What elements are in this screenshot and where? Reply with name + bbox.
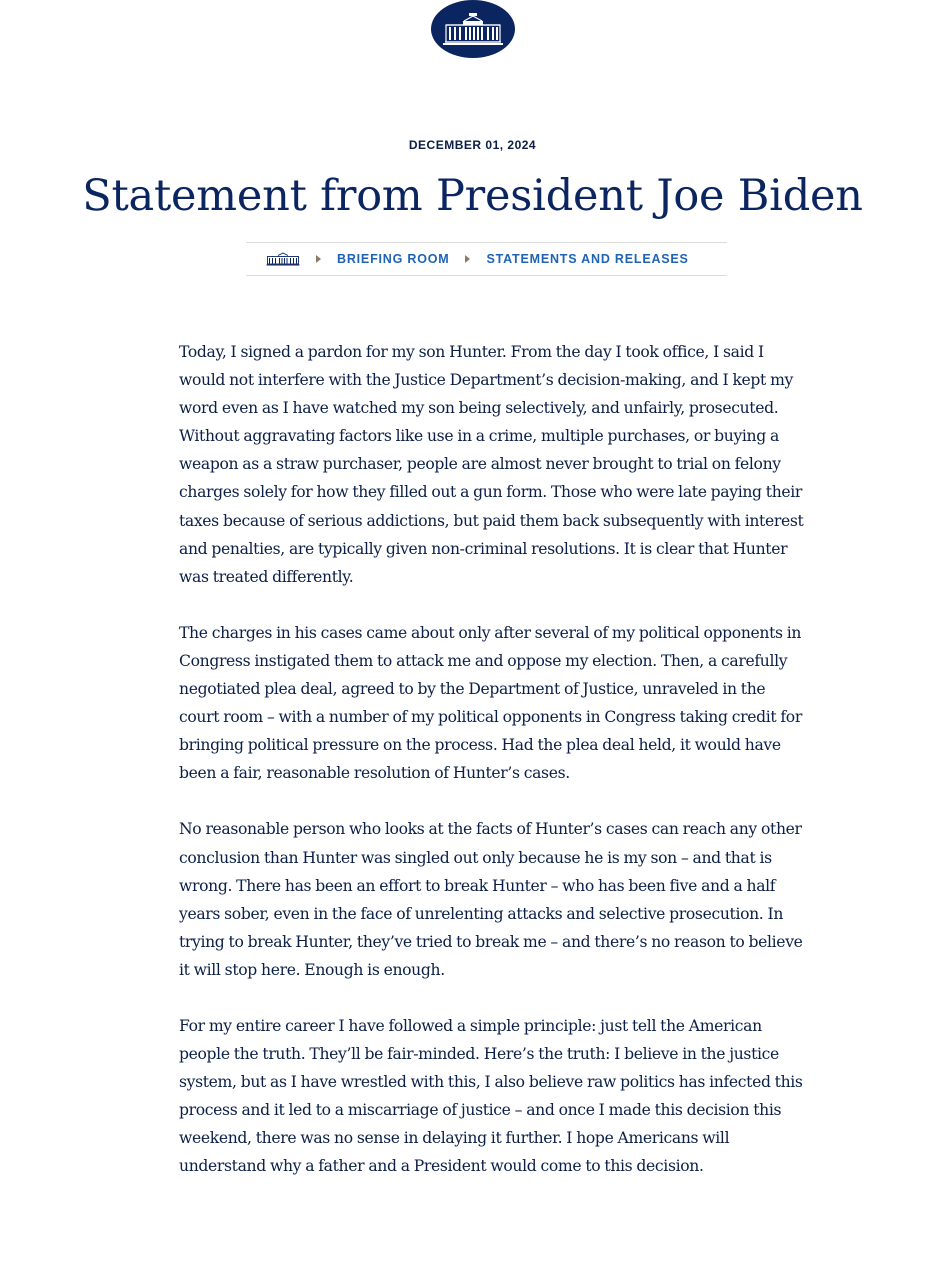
breadcrumb [246, 242, 727, 276]
white-house-logo-link[interactable] [431, 0, 515, 58]
white-house-seal-icon [440, 12, 506, 46]
body-paragraph: For my entire career I have followed a simple principle: just tell the American people the truth. They’ll be fair-minded. Here’s the truth: I believe in the justice system, but as I have wrestled with this, I also believe raw politics has infected this process and it led to a miscarriage of justice – and once I made this decision this weekend, there was no sense in delaying it further. I hope Americans will understand why a father and a President would come to this decision. [179, 1016, 803, 1176]
body-paragraph: The charges in his cases came about only after several of my political opponents in Congress instigated them to attack me and oppose my election. Then, a carefully negotiated plea deal, agreed to by the Department of Justice, unraveled in the court room – with a number of my political opponents in Congress taking credit for bringing political pressure on the process. Had the plea deal held, it would have been a fair, reasonable resolution of Hunter’s cases. [179, 623, 802, 783]
statement-body [179, 338, 804, 1209]
white-house-icon [266, 252, 300, 266]
breadcrumb-separator-icon [316, 255, 321, 263]
breadcrumb-statements-and-releases[interactable]: STATEMENTS AND RELEASES [486, 252, 689, 266]
publish-date: DECEMBER 01, 2024 [408, 138, 537, 152]
body-paragraph: Today, I signed a pardon for my son Hunter. From the day I took office, I said I would not interfere with the Justice Department’s decision-making, and I kept my word even as I have watched my son being selectively, and unfairly, prosecuted. Without aggravating factors like use in a crime, multiple purchases, or buying a weapon as a straw purchaser, people are almost never brought to trial on felony charges solely for how they filled out a gun form. Those who were late paying their taxes because of serious addictions, but paid them back subsequently with interest and penalties, are typically given non-criminal resolutions. It is clear that Hunter was treated differently. [179, 343, 804, 586]
logo-container [0, 0, 945, 58]
body-paragraph: No reasonable person who looks at the facts of Hunter’s cases can reach any other conclusion than Hunter was singled out only because he is my son – and that is wrong. There has been an effort to break Hunter – who has been five and a half years sober, even in the face of unrelenting attacks and selective prosecution. In trying to break Hunter, they’ve tried to break me – and there’s no reason to believe it will stop here. Enough is enough. [179, 820, 803, 979]
breadcrumb-separator-icon [465, 255, 470, 263]
breadcrumb-briefing-room[interactable]: BRIEFING ROOM [337, 252, 450, 266]
breadcrumb-home-link[interactable] [266, 252, 300, 266]
page-title: Statement from President Joe Biden [82, 171, 863, 221]
